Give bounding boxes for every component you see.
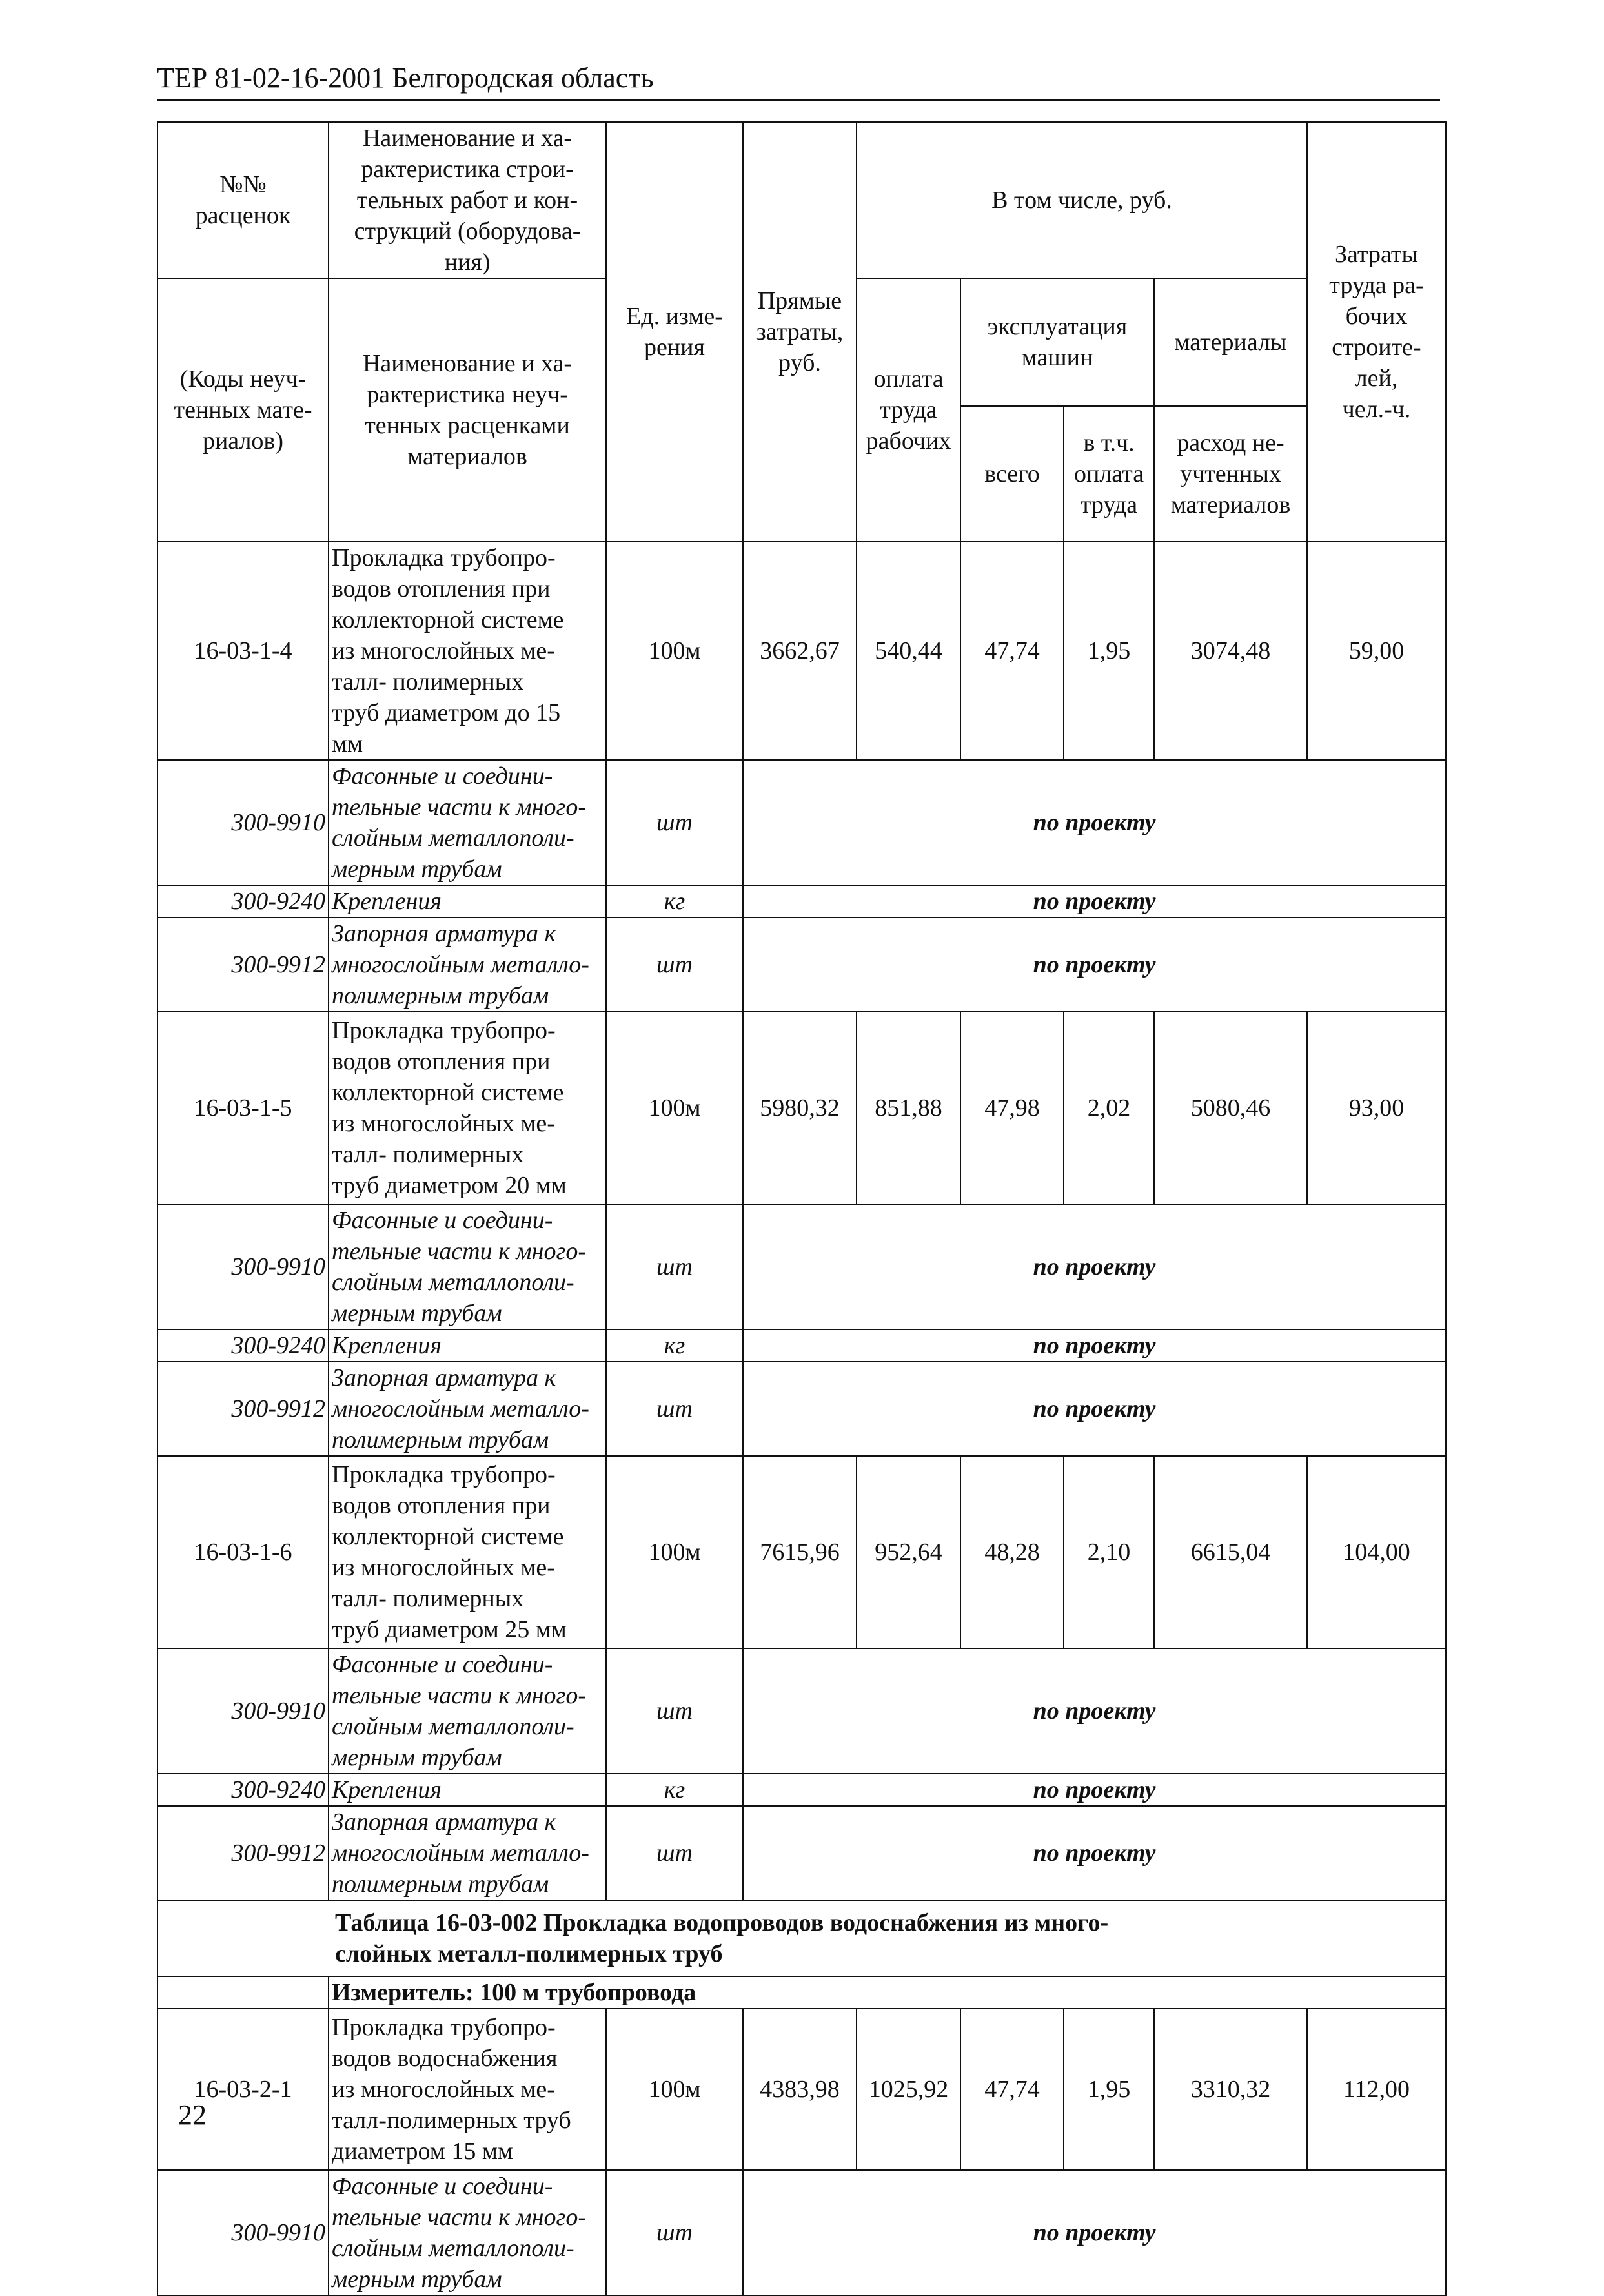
text-line: Прокладка трубопро-: [332, 1461, 556, 1488]
machines-total: 48,28: [960, 1456, 1064, 1648]
direct-costs: 7615,96: [743, 1456, 857, 1648]
wages: 851,88: [857, 1012, 960, 1204]
by-project: по проекту: [743, 917, 1446, 1012]
work-name: [329, 542, 606, 760]
text-line: мерным трубам: [332, 2266, 502, 2293]
wages: 540,44: [857, 542, 960, 760]
text-line: Затраты: [1334, 241, 1418, 268]
unit: 100м: [606, 1456, 743, 1648]
materials: 5080,46: [1154, 1012, 1307, 1204]
machines-wage: 1,95: [1064, 542, 1154, 760]
text-line: труб диаметром до 15: [332, 699, 561, 726]
table-row: [157, 542, 1446, 760]
text-line: Фасонные и соедини-: [332, 1651, 553, 1678]
text-line: тенных расценками: [365, 412, 570, 439]
table-row: [157, 1456, 1446, 1648]
col-direct-header: [743, 122, 857, 542]
by-project: по проекту: [743, 760, 1446, 885]
material-code: 300-9912: [157, 917, 329, 1012]
table-row: [157, 2009, 1446, 2170]
text-line: талл- полимерных: [332, 1141, 524, 1168]
text-line: бочих: [1345, 303, 1408, 330]
col-materials-header: материалы: [1154, 278, 1307, 406]
material-unit: шт: [606, 1806, 743, 1900]
material-unit: шт: [606, 2170, 743, 2295]
text-line: Наименование и ха-: [362, 125, 573, 152]
text-line: рения: [644, 334, 706, 361]
material-unit: шт: [606, 760, 743, 885]
text-line: полимерным трубам: [332, 982, 549, 1009]
text-line: Наименование и ха-: [362, 350, 573, 377]
machines-wage: 2,10: [1064, 1456, 1154, 1648]
text-line: коллекторной системе: [332, 1523, 564, 1550]
material-name: [329, 2170, 606, 2295]
text-line: №№: [219, 171, 267, 198]
text-line: рабочих: [866, 427, 951, 455]
material-row: [157, 2170, 1446, 2295]
text-line: Фасонные и соедини-: [332, 2173, 553, 2200]
by-project: по проекту: [743, 885, 1446, 917]
text-line: мерным трубам: [332, 856, 502, 883]
text-line: оплата: [873, 365, 944, 393]
text-line: водов отопления при: [332, 1492, 551, 1519]
text-line: Запорная арматура к: [332, 920, 556, 947]
text-line: ния): [444, 249, 491, 276]
material-name: Крепления: [329, 885, 606, 917]
text-line: мерным трубам: [332, 1744, 502, 1771]
col-machines-header: [960, 278, 1154, 406]
text-line: Фасонные и соедини-: [332, 763, 553, 790]
material-row: [157, 1774, 1446, 1806]
col-machines-total-header: всего: [960, 406, 1064, 542]
text-line: тельные части к много-: [332, 1238, 586, 1265]
text-line: в т.ч.: [1083, 429, 1135, 456]
text-line: водов водоснабжения: [332, 2045, 558, 2072]
text-line: (Коды неуч-: [179, 365, 307, 393]
material-name: [329, 1204, 606, 1329]
direct-costs: 3662,67: [743, 542, 857, 760]
text-line: чел.-ч.: [1342, 396, 1411, 423]
labor-costs: 59,00: [1307, 542, 1446, 760]
material-code: 300-9912: [157, 1362, 329, 1456]
material-row: [157, 1648, 1446, 1774]
text-line: Прокладка трубопро-: [332, 2014, 556, 2041]
material-row: [157, 885, 1446, 917]
text-line: тельные части к много-: [332, 1682, 586, 1709]
text-line: труда: [880, 396, 937, 424]
text-line: эксплуатация: [987, 313, 1128, 340]
material-code: 300-9912: [157, 1806, 329, 1900]
empty-cell: [157, 1976, 329, 2009]
text-line: риалов): [202, 427, 284, 455]
work-name: [329, 1012, 606, 1204]
materials: 3074,48: [1154, 542, 1307, 760]
machines-wage: 2,02: [1064, 1012, 1154, 1204]
material-name: Крепления: [329, 1329, 606, 1362]
text-line: полимерным трубам: [332, 1426, 549, 1453]
text-line: тельных работ и кон-: [356, 187, 578, 214]
text-line: лей,: [1355, 365, 1398, 392]
by-project: по проекту: [743, 1329, 1446, 1362]
header-rule: [157, 99, 1440, 101]
text-line: руб.: [778, 349, 821, 376]
wages: 1025,92: [857, 2009, 960, 2170]
col-incl-header: В том числе, руб.: [857, 122, 1307, 278]
machines-total: 47,74: [960, 2009, 1064, 2170]
text-line: рактеристика строи-: [361, 156, 574, 183]
rate-code: 16-03-2-1: [157, 2009, 329, 2170]
wages: 952,64: [857, 1456, 960, 1648]
text-line: коллекторной системе: [332, 1079, 564, 1106]
text-line: Прямые: [757, 287, 842, 314]
col-mat-consumption-header: [1154, 406, 1307, 542]
material-name: [329, 1648, 606, 1774]
material-row: [157, 1204, 1446, 1329]
measure-row: [157, 1976, 1446, 2009]
text-line: Фасонные и соедини-: [332, 1207, 553, 1234]
material-unit: шт: [606, 917, 743, 1012]
text-line: из многослойных ме-: [332, 637, 555, 664]
col-matname-header: [329, 278, 606, 542]
text-line: водов отопления при: [332, 1048, 551, 1075]
text-line: Таблица 16-03-002 Прокладка водопроводов водоснабжения из много-: [335, 1909, 1109, 1936]
text-line: Прокладка трубопро-: [332, 544, 556, 571]
text-line: Прокладка трубопро-: [332, 1017, 556, 1044]
text-line: многослойным металло-: [332, 1840, 589, 1867]
by-project: по проекту: [743, 1648, 1446, 1774]
direct-costs: 4383,98: [743, 2009, 857, 2170]
text-line: слойным металлополи-: [332, 2235, 574, 2262]
text-line: строите-: [1332, 334, 1421, 361]
text-line: расход не-: [1177, 429, 1284, 456]
text-line: рактеристика неуч-: [367, 381, 568, 408]
text-line: многослойным металло-: [332, 951, 589, 978]
unit: 100м: [606, 2009, 743, 2170]
material-row: [157, 1329, 1446, 1362]
direct-costs: 5980,32: [743, 1012, 857, 1204]
price-table: [157, 121, 1447, 2296]
text-line: из многослойных ме-: [332, 1554, 555, 1581]
document-header: ТЕР 81-02-16-2001 Белгородская область: [157, 62, 654, 94]
text-line: оплата: [1073, 460, 1144, 487]
empty-cell: [157, 1900, 329, 1976]
by-project: по проекту: [743, 1362, 1446, 1456]
work-name: [329, 2009, 606, 2170]
col-code-header: [157, 122, 329, 278]
material-name: [329, 1806, 606, 1900]
col-wages-header: [857, 278, 960, 542]
material-code: 300-9910: [157, 1204, 329, 1329]
text-line: талл- полимерных: [332, 668, 524, 695]
text-line: многослойным металло-: [332, 1395, 589, 1422]
rate-code: 16-03-1-4: [157, 542, 329, 760]
col-unit-header: [606, 122, 743, 542]
text-line: коллекторной системе: [332, 606, 564, 633]
measure: Измеритель: 100 м трубопровода: [329, 1976, 1446, 2009]
text-line: труда ра-: [1329, 272, 1424, 299]
material-code: 300-9910: [157, 1648, 329, 1774]
unit: 100м: [606, 1012, 743, 1204]
material-row: [157, 917, 1446, 1012]
text-line: слойных металл-полимерных труб: [335, 1940, 723, 1967]
material-code: 300-9240: [157, 1329, 329, 1362]
text-line: из многослойных ме-: [332, 2076, 555, 2103]
text-line: учтенных: [1180, 460, 1281, 487]
text-line: труб диаметром 20 мм: [332, 1172, 567, 1199]
material-unit: кг: [606, 885, 743, 917]
table-row: [157, 1012, 1446, 1204]
material-unit: шт: [606, 1648, 743, 1774]
by-project: по проекту: [743, 1806, 1446, 1900]
table2-title: [329, 1900, 1446, 1976]
text-line: тельные части к много-: [332, 2204, 586, 2231]
unit: 100м: [606, 542, 743, 760]
text-line: водов отопления при: [332, 575, 551, 602]
material-row: [157, 1806, 1446, 1900]
machines-total: 47,98: [960, 1012, 1064, 1204]
table-title-row: [157, 1900, 1446, 1976]
text-line: материалов: [407, 443, 527, 470]
text-line: машин: [1021, 344, 1093, 371]
material-unit: шт: [606, 1362, 743, 1456]
machines-total: 47,74: [960, 542, 1064, 760]
material-unit: шт: [606, 1204, 743, 1329]
material-code: 300-9910: [157, 760, 329, 885]
text-line: тельные части к много-: [332, 794, 586, 821]
text-line: слойным металлополи-: [332, 1713, 574, 1740]
material-name: [329, 917, 606, 1012]
material-name: [329, 1362, 606, 1456]
labor-costs: 93,00: [1307, 1012, 1446, 1204]
text-line: талл- полимерных: [332, 1585, 524, 1612]
material-code: 300-9240: [157, 1774, 329, 1806]
rate-code: 16-03-1-6: [157, 1456, 329, 1648]
material-name: Крепления: [329, 1774, 606, 1806]
text-line: слойным металлополи-: [332, 825, 574, 852]
col-name-header: [329, 122, 606, 278]
material-name: [329, 760, 606, 885]
text-line: труб диаметром 25 мм: [332, 1616, 567, 1643]
text-line: диаметром 15 мм: [332, 2138, 513, 2165]
materials: 3310,32: [1154, 2009, 1307, 2170]
col-matcode-header: [157, 278, 329, 542]
text-line: полимерным трубам: [332, 1871, 549, 1898]
text-line: тенных мате-: [174, 396, 312, 424]
text-line: Запорная арматура к: [332, 1809, 556, 1836]
materials: 6615,04: [1154, 1456, 1307, 1648]
by-project: по проекту: [743, 2170, 1446, 2295]
text-line: материалов: [1170, 491, 1291, 518]
text-line: труда: [1080, 491, 1138, 518]
material-code: 300-9240: [157, 885, 329, 917]
col-labor-header: [1307, 122, 1446, 542]
material-unit: кг: [606, 1774, 743, 1806]
text-line: талл-полимерных труб: [332, 2107, 571, 2134]
material-row: [157, 760, 1446, 885]
page-number: 22: [178, 2099, 207, 2131]
rate-code: 16-03-1-5: [157, 1012, 329, 1204]
machines-wage: 1,95: [1064, 2009, 1154, 2170]
col-machines-wage-header: [1064, 406, 1154, 542]
text-line: Ед. изме-: [626, 303, 723, 330]
text-line: мерным трубам: [332, 1300, 502, 1327]
text-line: затраты,: [756, 318, 844, 345]
by-project: по проекту: [743, 1774, 1446, 1806]
labor-costs: 112,00: [1307, 2009, 1446, 2170]
text-line: Запорная арматура к: [332, 1364, 556, 1391]
labor-costs: 104,00: [1307, 1456, 1446, 1648]
work-name: [329, 1456, 606, 1648]
material-code: 300-9910: [157, 2170, 329, 2295]
text-line: слойным металлополи-: [332, 1269, 574, 1296]
by-project: по проекту: [743, 1204, 1446, 1329]
text-line: мм: [332, 730, 363, 757]
text-line: расценок: [195, 202, 291, 229]
material-unit: кг: [606, 1329, 743, 1362]
text-line: струкций (оборудова-: [354, 218, 581, 245]
text-line: из многослойных ме-: [332, 1110, 555, 1137]
material-row: [157, 1362, 1446, 1456]
